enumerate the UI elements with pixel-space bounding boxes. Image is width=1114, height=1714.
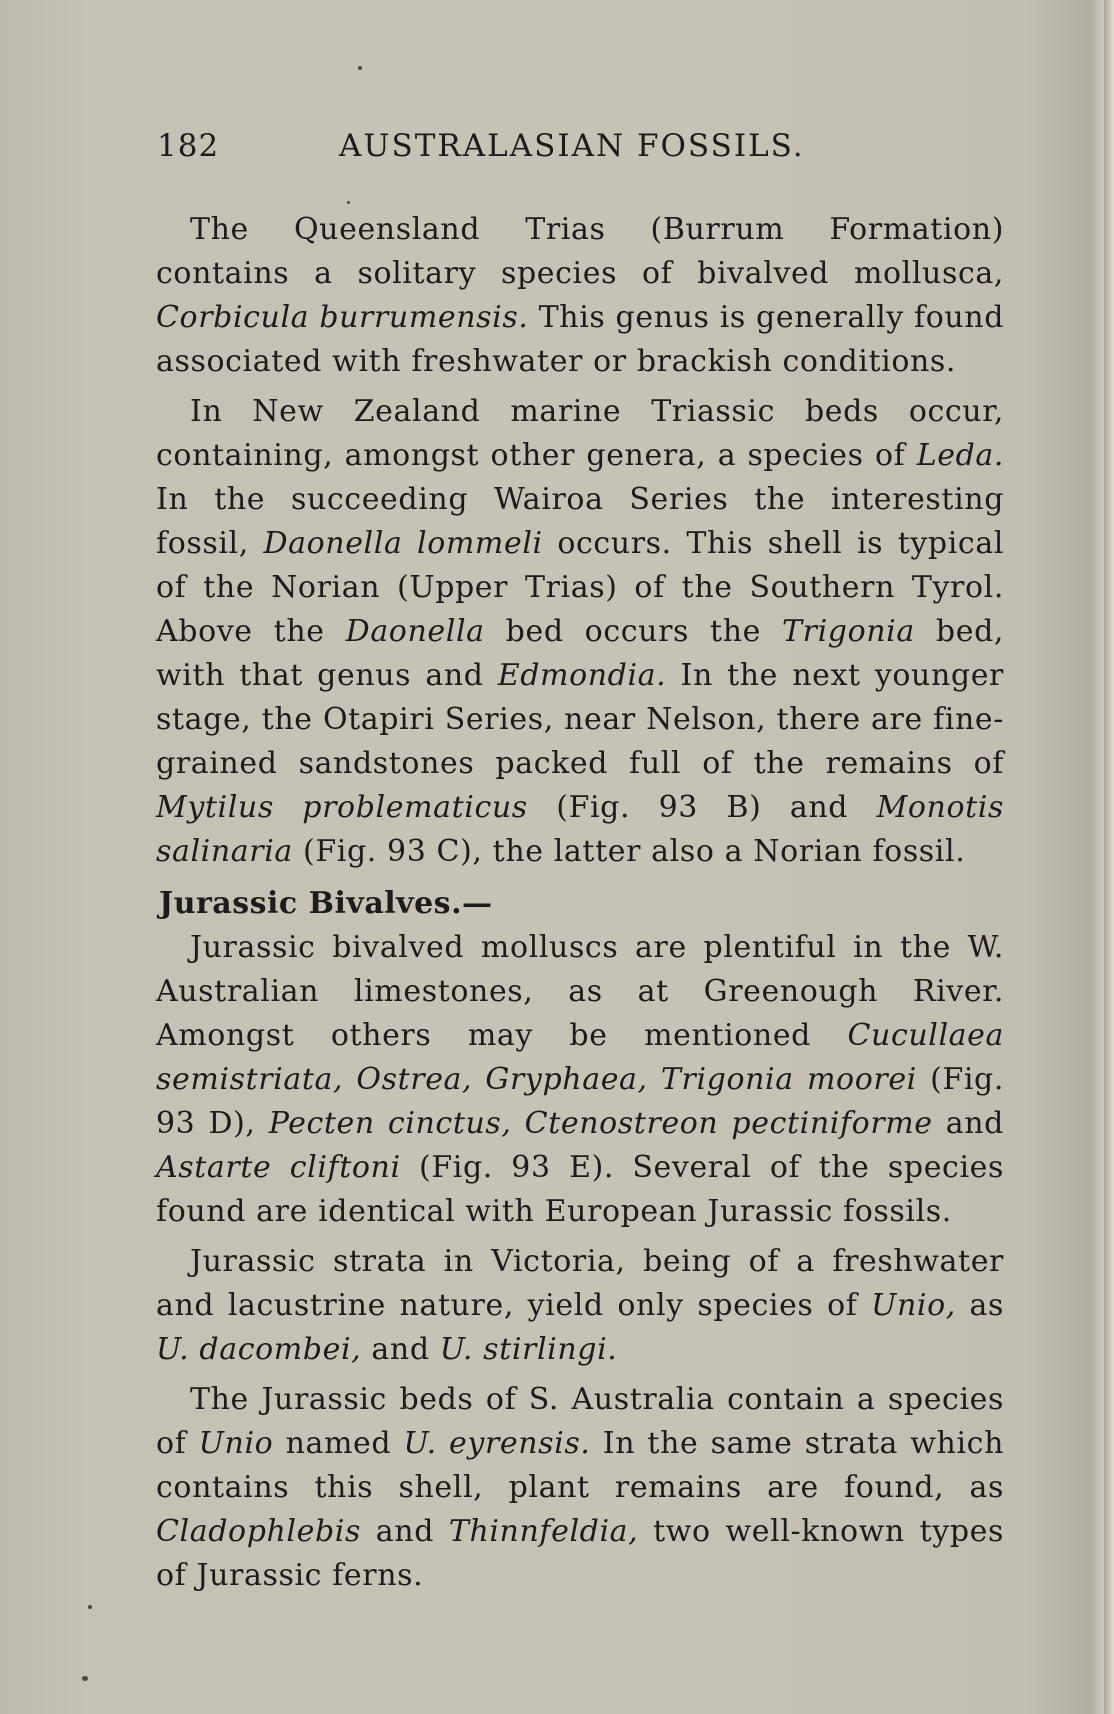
text-run: Jurassic strata in Victoria, being of a freshwater and lacustrine nature, yield only species of — [156, 1244, 1004, 1323]
paragraph — [156, 926, 1004, 1234]
italic-species-name: Thinnfeldia, — [448, 1514, 639, 1549]
italic-species-name: Mytilus problematicus — [156, 790, 528, 825]
italic-species-name: U. dacombei, — [156, 1332, 362, 1367]
paragraph — [156, 1378, 1004, 1598]
italic-species-name: Leda. — [916, 438, 1004, 473]
italic-species-name: Daonella — [345, 614, 485, 649]
text-run: (Fig. 93 D), — [156, 1062, 1004, 1141]
italic-species-name: Cucullaea semistriata, Ostrea, Gryphaea, Trigonia moorei — [156, 1018, 1004, 1097]
italic-species-name: Pecten cinctus, Ctenostreon pectiniforme — [268, 1106, 933, 1141]
italic-species-name: Daonella lommeli — [263, 526, 543, 561]
paragraph — [156, 390, 1004, 874]
italic-species-name: U. stirlingi. — [439, 1332, 618, 1367]
italic-species-name: U. eyrensis. — [403, 1426, 591, 1461]
body-text — [156, 208, 1004, 1598]
text-run: occurs. This shell is typical of the Norian (Upper Trias) of the Southern Tyrol. Above the — [156, 526, 1005, 649]
text-run: Jurassic bivalved molluscs are plentiful in the W. Australian limestones, as at Greenough River. Amongst others may be mentioned — [156, 930, 1004, 1053]
page-number: 182 — [157, 128, 220, 164]
text-run: (Fig. 93 C), the latter also a Norian fossil. — [292, 834, 966, 869]
text-run: two well-known types of Jurassic ferns. — [156, 1514, 1005, 1593]
page-header — [157, 128, 877, 172]
italic-species-name: Corbicula burrumensis. — [156, 300, 529, 335]
italic-species-name: Monotis salinaria — [156, 790, 1004, 869]
text-run: bed occurs the — [484, 614, 783, 649]
page-edge — [1104, 0, 1114, 1714]
text-run: This genus is generally found associated with freshwater or brackish conditions. — [156, 300, 1005, 379]
text-run: as — [955, 1288, 1004, 1323]
italic-species-name: Trigonia — [782, 614, 915, 649]
text-run: In New Zealand marine Triassic beds occur, containing, amongst other genera, a species of — [156, 394, 1004, 473]
text-run: (Fig. 93 E). Several of the species found are identical with European Jurassic fossils. — [156, 1150, 1004, 1229]
paper-speck — [358, 66, 362, 70]
paper-speck — [88, 1605, 92, 1609]
text-run: In the succeeding Wairoa Series the interesting fossil, — [156, 482, 1004, 561]
italic-species-name: Unio, — [871, 1288, 956, 1323]
paper-speck — [347, 201, 350, 204]
text-run: named — [273, 1426, 404, 1461]
italic-species-name: Edmondia. — [497, 658, 667, 693]
paper-speck — [82, 1676, 88, 1681]
text-run: bed, with that genus and — [156, 614, 1005, 693]
section-heading: Jurassic Bivalves.— — [159, 886, 493, 921]
italic-species-name: Astarte cliftoni — [156, 1150, 401, 1185]
italic-species-name: Unio — [198, 1426, 274, 1461]
paragraph — [156, 208, 1004, 384]
italic-species-name: Cladophlebis — [156, 1514, 361, 1549]
text-run: and — [360, 1514, 449, 1549]
text-run: The Jurassic beds of S. Australia contain a species of — [156, 1382, 1004, 1461]
paragraph — [156, 1240, 1004, 1372]
text-run: In the same strata which contains this shell, plant remains are found, as — [156, 1426, 1004, 1505]
text-run: The Queensland Trias (Burrum Formation) contains a solitary species of bivalved mollusca, — [156, 212, 1004, 291]
text-run: In the next younger stage, the Otapiri Series, near Nelson, there are fine-grained sandstones packed full of the remains of — [156, 658, 1004, 781]
text-run: and — [932, 1106, 1004, 1141]
text-run: and — [361, 1332, 440, 1367]
running-title: AUSTRALASIAN FOSSILS. — [339, 128, 805, 164]
text-run: (Fig. 93 B) and — [527, 790, 877, 825]
